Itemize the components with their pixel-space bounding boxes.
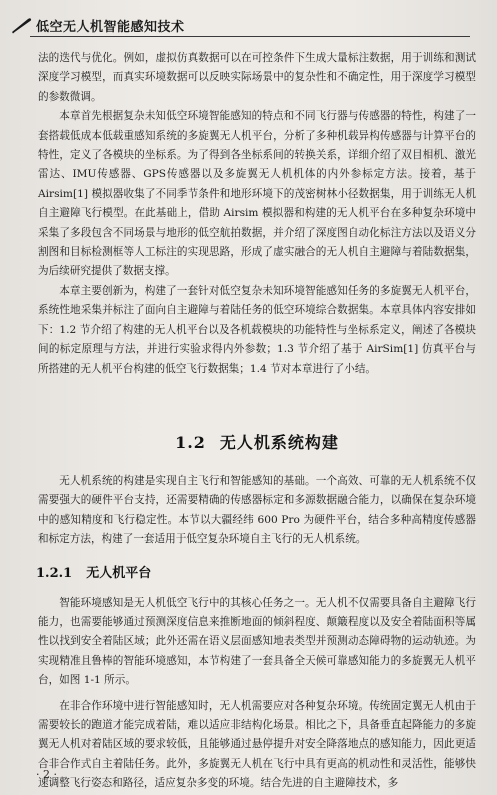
paragraph-multirotor: 在非合作环境中进行智能感知时，无人机需要应对各种复杂环境。传统固定翼无人机由于需要较长的跑道才能完成着陆，难以适应非结构化场景。相比之下，具备垂直起降能力的多旋翼无人机对着陆区域的要求较低，且能够通过悬停提升对安全降落地点的感知能力，因此更适合非合作式自主着陆任务。此外，多旋翼无人机在飞行中具有更高的机动性和灵活性，能够快速调整飞行姿态和路径，适应复杂多变的环境。结合先进的自主避障技术，多 bbox=[38, 699, 476, 790]
section-heading bbox=[38, 428, 476, 458]
subsection-number: 1.2.1 bbox=[36, 565, 73, 581]
section-number: 1.2 bbox=[175, 432, 206, 452]
paragraph-section-intro: 无人机系统的构建是实现自主飞行和智能感知的基础。一个高效、可靠的无人机系统不仅需要强大的硬件平台支持，还需要精确的传感器标定和多源数据融合能力，以确保在复杂环境中的感知精度和飞行稳定性。本节以大疆经纬 600 Pro 为硬件平台，结合多种高精度传感器和标定方法，构建了一套适用于低空复杂环境自主飞行的无人机系统。 bbox=[38, 474, 476, 546]
running-header bbox=[0, 14, 497, 36]
header-rule bbox=[30, 36, 470, 37]
pen-icon bbox=[10, 16, 32, 34]
spacer bbox=[38, 458, 476, 472]
spacer bbox=[38, 379, 476, 428]
paragraph-chapter-overview: 本章首先根据复杂未知低空环境智能感知的特点和不同飞行器与传感器的特性，构建了一套搭载低成本低载重感知系统的多旋翼无人机平台，分析了多种机载异构传感器与计算平台的特性，定义了各模块的坐标系。为了得到各坐标系间的转换关系，详细介绍了双目相机、激光雷达、IMU传感器、GPS传感器以及多旋翼无人机机体的内外参标定方法。接着，基于 Airsim[1] 模拟器收集了不同季节条件和地形环境下的茂密树林小径数据集，用于训练无人机自主避障飞行模型。在此基础上，借助 Airsim 模拟器和构建的无人机平台在多种复杂环境中采集了多段包含不同场景与地形的低空航拍数据，并介绍了深度图自动化标注方法以及语义分割图和目标检测框等人工标注的实现思路，形成了虚实融合的无人机自主避障与着陆数据集，为后续研究提供了数据支撑。 bbox=[38, 110, 476, 278]
paragraph-chapter-contributions: 本章主要创新为，构建了一套针对低空复杂未知环境智能感知任务的多旋翼无人机平台，系统性地采集并标注了面向自主避障与着陆任务的低空环境综合数据集。本章具体内容安排如下：1.2 节介绍了构建的无人机平台以及各机载模块的功能特性与坐标系定义，阐述了各模块间的标定原理与方法，并进行实验求得内外参数；1.3 节介绍了基于 AirSim[1] 仿真平台与所搭建的无人机平台构建的低空飞行数据集；1.4 节对本章进行了小结。 bbox=[38, 284, 476, 375]
section-title: 无人机系统构建 bbox=[219, 432, 339, 452]
subsection-title: 无人机平台 bbox=[86, 565, 152, 581]
spacer bbox=[38, 586, 476, 594]
subsection-heading bbox=[36, 562, 476, 586]
paragraph-perception: 智能环境感知是无人机低空飞行中的其核心任务之一。无人机不仅需要具备自主避障飞行能力，也需要能够通过预测深度信息来推断地面的倾斜程度、颠簸程度以及安全着陆面积等属性以找到安全着陆区域；此外还需在语义层面感知地表类型并预测动态障碍物的运动轨迹。为实现精准且鲁棒的智能环境感知，本节构建了一套具备全天候可靠感知能力的多旋翼无人机平台，如图 1-1 所示。 bbox=[38, 596, 476, 687]
page-number: · 2 · bbox=[36, 768, 57, 781]
header-title: 低空无人机智能感知技术 bbox=[36, 20, 185, 35]
paragraph-continued: 法的迭代与优化。例如，虚拟仿真数据可以在可控条件下生成大量标注数据，用于训练和测试深度学习模型，而真实环境数据可以反映实际场景中的复杂性和不确定性，用于深度学习模型的参数微调。 bbox=[38, 52, 476, 103]
page-body bbox=[38, 49, 476, 794]
